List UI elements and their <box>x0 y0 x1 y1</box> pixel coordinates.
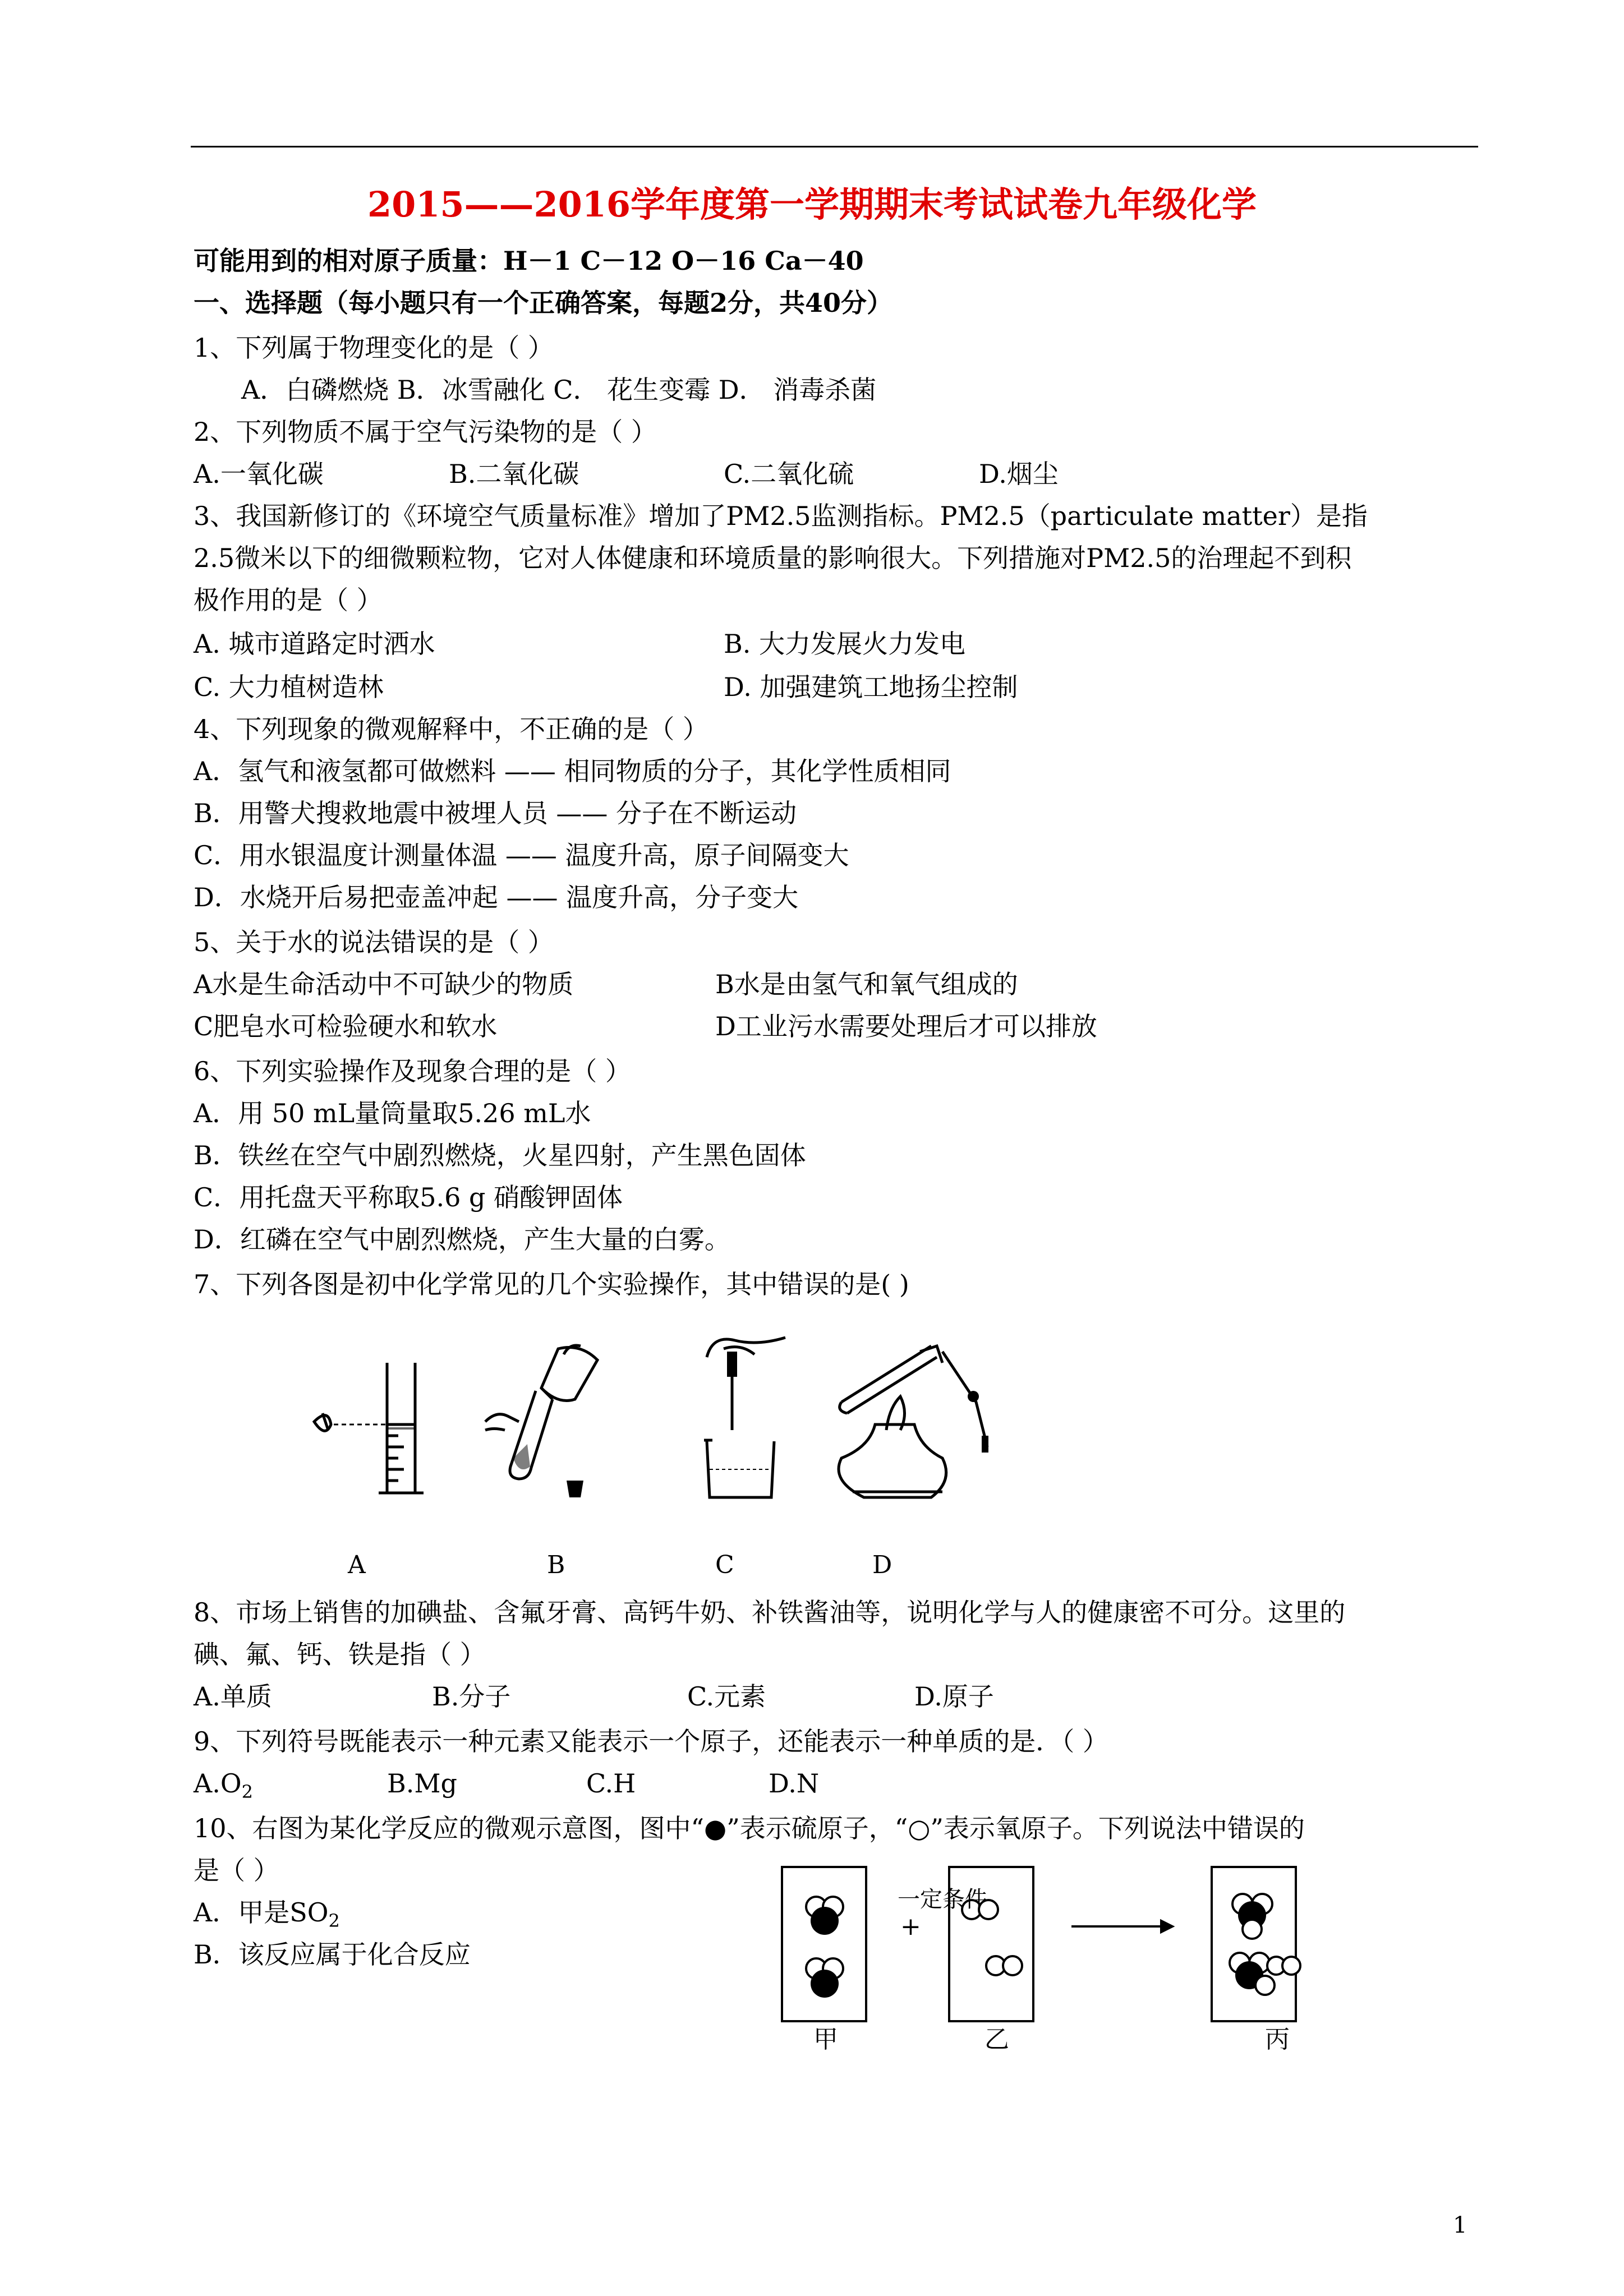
plus-sign: + <box>900 1912 921 1941</box>
q9-option-d: D.N <box>769 1768 820 1799</box>
figure-d-heating-test-tube <box>830 1335 999 1503</box>
q9-option-a: $A.O_2$ <box>194 1768 253 1802</box>
q6-option-c: C．用托盘天平称取5.6 g 硝酸钾固体 <box>194 1182 623 1212</box>
q9-option-c: C.H <box>586 1768 636 1799</box>
q2-option-d: D.烟尘 <box>979 459 1059 489</box>
q6-stem: 6、下列实验操作及现象合理的是（ ） <box>194 1056 631 1086</box>
figure-label-d: D <box>872 1551 892 1579</box>
page-number: 1 <box>1453 2212 1467 2238</box>
q5-option-b: B水是由氢气和氧气组成的 <box>715 969 1018 999</box>
q1-options: A．白磷燃烧 B．冰雪融化 C． 花生变霉 D． 消毒杀菌 <box>241 375 877 405</box>
reactant-jia-molecules <box>806 1897 843 1998</box>
q5-option-c: C肥皂水可检验硬水和软水 <box>194 1011 498 1041</box>
figure-label-b: B <box>547 1551 565 1579</box>
q3-option-d: D. 加强建筑工地扬尘控制 <box>724 672 1018 702</box>
q3-line2: 2.5微米以下的细微颗粒物，它对人体健康和环境质量的影响很大。下列措施对PM2.5的治理起不到积 <box>194 543 1352 573</box>
q8-option-a: A.单质 <box>194 1681 272 1712</box>
q6-option-d: D．红磷在空气中剧烈燃烧，产生大量的白雾。 <box>194 1224 730 1255</box>
figure-a-graduated-cylinder <box>303 1357 449 1503</box>
q8-option-b: B.分子 <box>432 1681 511 1712</box>
atomic-mass-line: 可能用到的相对原子质量：H－1 C－12 O－16 Ca－40 <box>194 246 864 276</box>
q3-option-a: A. 城市道路定时洒水 <box>194 629 435 659</box>
q9-stem: 9、下列符号既能表示一种元素又能表示一个原子，还能表示一种单质的是．（ ） <box>194 1726 1108 1756</box>
q5-stem: 5、关于水的说法错误的是（ ） <box>194 927 554 957</box>
q1-stem: 1、下列属于物理变化的是（ ） <box>194 333 554 363</box>
label-yi: 乙 <box>984 2025 1009 2054</box>
q10-line2: 是（ ） <box>194 1855 279 1885</box>
label-bing: 丙 <box>1265 2025 1290 2054</box>
exam-title: 2015——2016学年度第一学期期末考试试卷九年级化学 <box>367 184 1257 225</box>
q8-line2: 碘、氟、钙、铁是指（ ） <box>194 1639 486 1670</box>
q4-option-c: C．用水银温度计测量体温 —— 温度升高，原子间隔变大 <box>194 840 849 870</box>
q8-line1: 8、市场上销售的加碘盐、含氟牙膏、高钙牛奶、补铁酱油等，说明化学与人的健康密不可分。这里的 <box>194 1597 1346 1628</box>
q10-line1: 10、右图为某化学反应的微观示意图，图中“●”表示硫原子，“○”表示氧原子。下列说法中错误的 <box>194 1813 1305 1843</box>
figure-label-c: C <box>715 1551 734 1579</box>
q9-option-b: B.Mg <box>387 1768 457 1799</box>
q3-line3: 极作用的是（ ） <box>194 585 383 615</box>
q3-option-b: B. 大力发展火力发电 <box>724 629 966 659</box>
q6-option-a: A．用 50 mL量筒量取5.26 mL水 <box>194 1098 591 1128</box>
q2-option-a: A.一氧化碳 <box>194 459 324 489</box>
reaction-diagram <box>780 1865 1414 2033</box>
figure-b-pouring-liquid <box>480 1338 625 1506</box>
reaction-condition: 一定条件 <box>898 1887 987 1912</box>
section-heading: 一、选择题（每小题只有一个正确答案，每题2分，共40分） <box>194 288 893 318</box>
q3-option-c: C. 大力植树造林 <box>194 672 384 702</box>
q4-option-d: D．水烧开后易把壶盖冲起 —— 温度升高，分子变大 <box>194 882 799 912</box>
q2-stem: 2、下列物质不属于空气污染物的是（ ） <box>194 417 657 447</box>
q6-option-b: B．铁丝在空气中剧烈燃烧，火星四射，产生黑色固体 <box>194 1140 806 1170</box>
figure-label-a: A <box>348 1551 366 1579</box>
q2-option-c: C.二氧化硫 <box>724 459 854 489</box>
q3-line1: 3、我国新修订的《环境空气质量标准》增加了PM2.5监测指标。PM2.5（particulate matter）是指 <box>194 501 1368 531</box>
q8-option-c: C.元素 <box>687 1681 766 1712</box>
q5-option-a: A水是生命活动中不可缺少的物质 <box>194 969 574 999</box>
q4-stem: 4、下列现象的微观解释中，不正确的是（ ） <box>194 714 709 744</box>
q8-option-d: D.原子 <box>914 1681 994 1712</box>
figure-c-dropper-beaker <box>690 1318 808 1503</box>
q5-option-d: D工业污水需要处理后才可以排放 <box>715 1011 1097 1041</box>
label-jia: 甲 <box>813 2025 838 2054</box>
header-rule <box>191 146 1478 147</box>
q10-option-b: B．该反应属于化合反应 <box>194 1939 471 1970</box>
q4-option-a: A．氢气和液氢都可做燃料 —— 相同物质的分子，其化学性质相同 <box>194 756 951 786</box>
product-bing-molecules <box>1230 1894 1300 1995</box>
reaction-arrow <box>1071 1921 1172 1932</box>
q4-option-b: B．用警犬搜救地震中被埋人员 —— 分子在不断运动 <box>194 798 797 828</box>
q2-option-b: B.二氧化碳 <box>449 459 579 489</box>
q7-stem: 7、下列各图是初中化学常见的几个实验操作，其中错误的是( ) <box>194 1269 909 1299</box>
q10-option-a: A．甲是$SO_2$ <box>194 1897 340 1931</box>
